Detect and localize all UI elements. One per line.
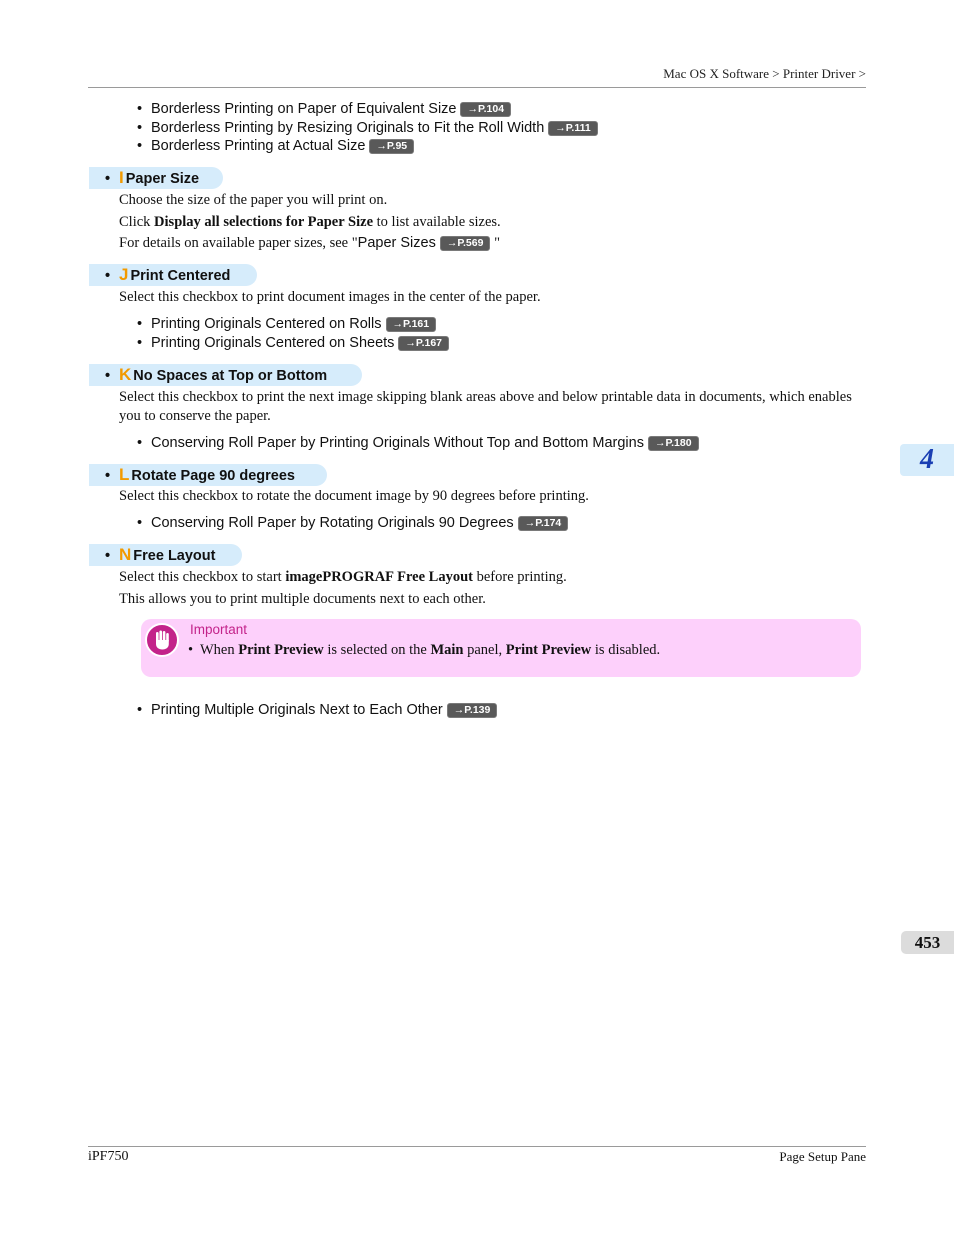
footer-rule — [88, 1146, 866, 1147]
list-item-text[interactable]: Printing Originals Centered on Sheets — [151, 335, 395, 351]
body-text: For details on available paper sizes, see "Paper Sizes →P.569 " — [119, 235, 500, 251]
section-heading-paper-size: • I Paper Size — [89, 167, 223, 189]
stop-hand-icon — [145, 623, 179, 657]
page-number: 453 — [901, 931, 954, 954]
list-item[interactable]: • Borderless Printing at Actual Size →P.95 — [137, 138, 414, 154]
body-text: Select this checkbox to print document images in the center of the paper. — [119, 289, 541, 305]
body-text: Select this checkbox to print the next image skipping blank areas above and below printable data in documents, which enables you to conserve the paper. — [119, 389, 852, 424]
section-letter: K — [119, 365, 132, 384]
page-ref-badge[interactable]: →P.95 — [369, 139, 414, 154]
list-item[interactable]: • Conserving Roll Paper by Printing Originals Without Top and Bottom Margins →P.180 — [137, 435, 699, 451]
header-rule — [88, 87, 866, 88]
footer-model: iPF750 — [88, 1149, 129, 1164]
body-text: Click Display all selections for Paper Size to list available sizes. — [119, 214, 501, 230]
important-title: Important — [190, 622, 248, 637]
list-item[interactable]: • Printing Multiple Originals Next to Each Other →P.139 — [137, 702, 497, 718]
page-ref-badge[interactable]: →P.569 — [440, 236, 491, 251]
body-text: Choose the size of the paper you will print on. — [119, 192, 388, 208]
section-title: Paper Size — [125, 171, 200, 187]
list-item[interactable]: • Borderless Printing by Resizing Originals to Fit the Roll Width →P.111 — [137, 120, 598, 136]
section-heading-free-layout: • N Free Layout — [89, 544, 242, 566]
section-letter: L — [119, 465, 130, 484]
list-item[interactable]: • Borderless Printing on Paper of Equivalent Size →P.104 — [137, 101, 511, 117]
section-title: Rotate Page 90 degrees — [131, 468, 295, 484]
section-heading-rotate: • L Rotate Page 90 degrees — [89, 464, 327, 486]
section-letter: I — [119, 168, 124, 187]
section-letter: N — [119, 545, 132, 564]
list-item-text[interactable]: Borderless Printing at Actual Size — [151, 138, 366, 154]
list-item-text[interactable]: Conserving Roll Paper by Printing Originals Without Top and Bottom Margins — [151, 435, 644, 451]
section-letter: J — [119, 265, 129, 284]
section-heading-no-spaces: • K No Spaces at Top or Bottom — [89, 364, 362, 386]
page-ref-badge[interactable]: →P.111 — [548, 121, 597, 136]
list-item-text[interactable]: Borderless Printing by Resizing Originals to Fit the Roll Width — [151, 120, 545, 136]
body-text: This allows you to print multiple documents next to each other. — [119, 591, 486, 607]
important-text: • When Print Preview is selected on the Main panel, Print Preview is disabled. — [188, 642, 661, 658]
body-text: Select this checkbox to start imagePROGRAF Free Layout before printing. — [119, 569, 567, 585]
page-ref-badge[interactable]: →P.161 — [386, 317, 437, 332]
list-item[interactable]: • Conserving Roll Paper by Rotating Originals 90 Degrees →P.174 — [137, 515, 568, 531]
section-title: Free Layout — [133, 548, 216, 564]
footer-section: Page Setup Pane — [779, 1149, 866, 1164]
chapter-tab[interactable]: 4 — [900, 444, 954, 476]
body-text: Select this checkbox to rotate the document image by 90 degrees before printing. — [119, 488, 589, 504]
page-ref-badge[interactable]: →P.104 — [460, 102, 511, 117]
page-ref-badge[interactable]: →P.174 — [518, 516, 569, 531]
list-item[interactable]: • Printing Originals Centered on Sheets →P.167 — [137, 335, 449, 351]
breadcrumb: Mac OS X Software > Printer Driver > — [663, 66, 866, 81]
list-item-text[interactable]: Printing Multiple Originals Next to Each Other — [151, 702, 443, 718]
section-heading-print-centered: • J Print Centered — [89, 264, 257, 286]
section-title: No Spaces at Top or Bottom — [133, 368, 328, 384]
page-ref-badge[interactable]: →P.167 — [398, 336, 449, 351]
list-item-text[interactable]: Conserving Roll Paper by Rotating Originals 90 Degrees — [151, 515, 514, 531]
paper-sizes-link[interactable]: Paper Sizes — [357, 235, 436, 251]
list-item[interactable]: • Printing Originals Centered on Rolls →P.161 — [137, 316, 436, 332]
page-ref-badge[interactable]: →P.180 — [648, 436, 699, 451]
list-item-text[interactable]: Printing Originals Centered on Rolls — [151, 316, 382, 332]
section-title: Print Centered — [130, 268, 231, 284]
list-item-text[interactable]: Borderless Printing on Paper of Equivalent Size — [151, 101, 457, 117]
page-ref-badge[interactable]: →P.139 — [447, 703, 498, 718]
